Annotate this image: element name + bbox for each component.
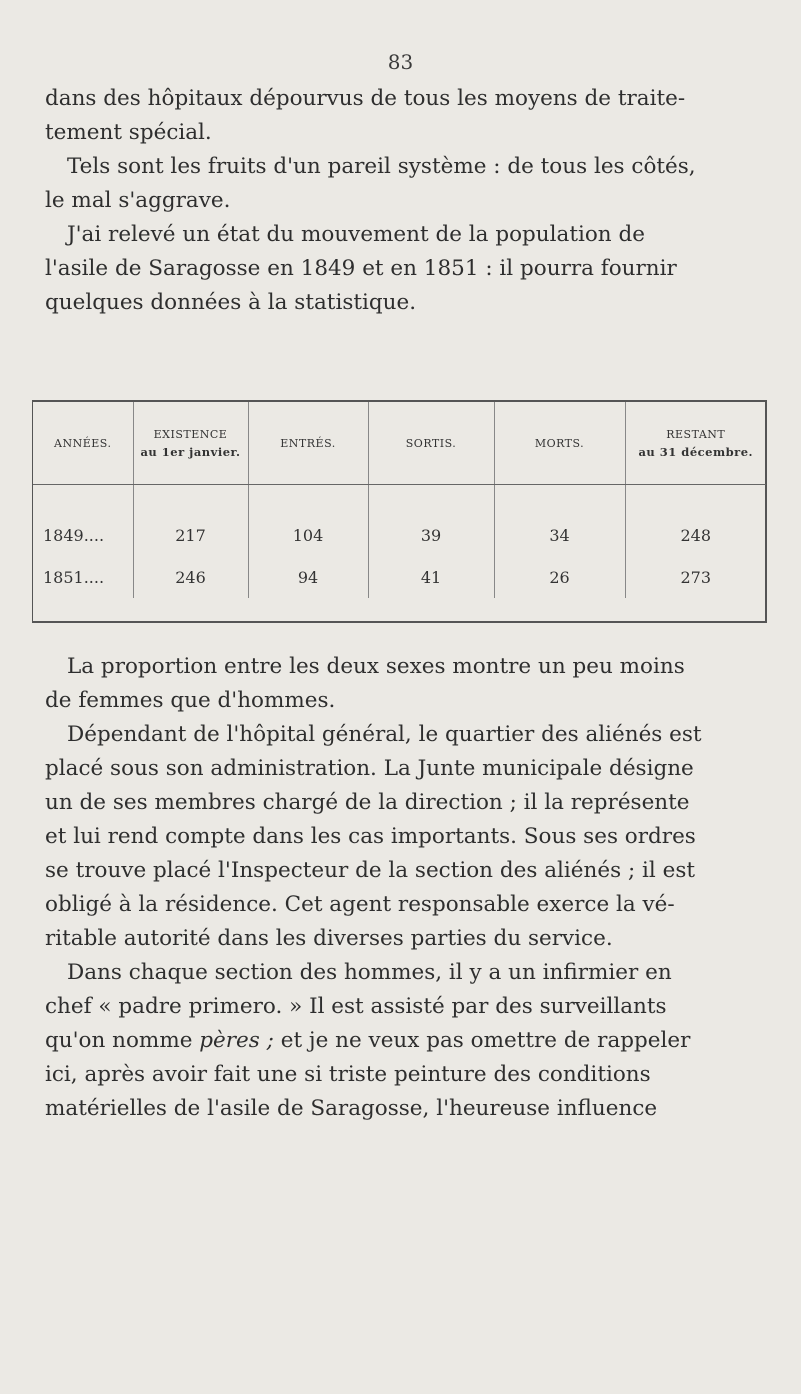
text-line: Dans chaque section des hommes, il y a un infirmier en <box>67 960 672 985</box>
text-line: ritable autorité dans les diverses parties du service. <box>45 926 613 951</box>
population-table <box>32 400 767 623</box>
text-line: matérielles de l'asile de Saragosse, l'heureuse influence <box>45 1096 658 1121</box>
cell-entries: 94 <box>248 556 368 598</box>
text-line: Dépendant de l'hôpital général, le quartier des aliénés est <box>67 722 702 747</box>
paragraph-continuation <box>45 82 760 150</box>
cell-exits: 39 <box>368 485 494 557</box>
text-run: et je ne veux pas omettre de rappeler <box>273 1028 691 1053</box>
cell-deaths: 26 <box>494 556 625 598</box>
page-number: 83 <box>387 50 414 74</box>
table-row <box>33 485 766 557</box>
cell-remaining: 273 <box>680 567 712 587</box>
paragraph-statistics-intro <box>45 218 760 320</box>
cell-deaths: 34 <box>494 485 625 557</box>
cell-remaining: 248 <box>680 525 712 545</box>
paragraph-staff <box>45 956 760 1126</box>
header-years: ANNÉES. <box>33 402 133 485</box>
text-line: un de ses membres chargé de la direction ; il la représente <box>45 790 690 815</box>
header-entries: ENTRÉS. <box>248 402 368 485</box>
cell-entries: 104 <box>248 485 368 557</box>
cell-exits: 41 <box>368 556 494 598</box>
cell-existence: 217 <box>133 485 248 557</box>
text-line: tement spécial. <box>45 120 212 145</box>
text-line: se trouve placé l'Inspecteur de la section des aliénés ; il est <box>45 858 696 883</box>
header-existence: EXISTENCE au 1er janvier. <box>133 402 248 485</box>
paragraph-sex-ratio <box>45 650 760 718</box>
text-line: ici, après avoir fait une si triste peinture des conditions <box>45 1062 651 1087</box>
text-line: quelques données à la statistique. <box>45 290 417 315</box>
text-line: l'asile de Saragosse en 1849 et en 1851 : il pourra fournir <box>45 256 677 281</box>
paragraph-administration <box>45 718 760 956</box>
text-line <box>45 1024 760 1058</box>
text-line: La proportion entre les deux sexes montre un peu moins <box>67 654 685 679</box>
header-deaths: MORTS. <box>494 402 625 485</box>
table-header-row <box>33 402 766 485</box>
text-line: placé sous son administration. La Junte municipale désigne <box>45 756 694 781</box>
italic-term: pères ; <box>199 1028 274 1053</box>
paragraph-consequences <box>45 150 760 218</box>
population-table-grid <box>33 402 766 598</box>
text-line: obligé à la résidence. Cet agent responsable exerce la vé- <box>45 892 675 917</box>
text-line: J'ai relevé un état du mouvement de la population de <box>67 222 645 247</box>
text-line: et lui rend compte dans les cas importants. Sous ses ordres <box>45 824 696 849</box>
cell-year: 1851.... <box>33 556 133 598</box>
text-line: chef « padre primero. » Il est assisté par des surveillants <box>45 994 667 1019</box>
header-remaining: RESTANT au 31 décembre. <box>625 402 766 485</box>
text-line: le mal s'aggrave. <box>45 188 231 213</box>
text-line: de femmes que d'hommes. <box>45 688 336 713</box>
text-line: dans des hôpitaux dépourvus de tous les moyens de traite- <box>45 86 686 111</box>
header-exits: SORTIS. <box>368 402 494 485</box>
cell-year: 1849.... <box>33 485 133 557</box>
cell-existence: 246 <box>133 556 248 598</box>
text-run: qu'on nomme <box>45 1028 200 1053</box>
text-line: Tels sont les fruits d'un pareil système : de tous les côtés, <box>67 154 696 179</box>
table-row <box>33 556 766 598</box>
